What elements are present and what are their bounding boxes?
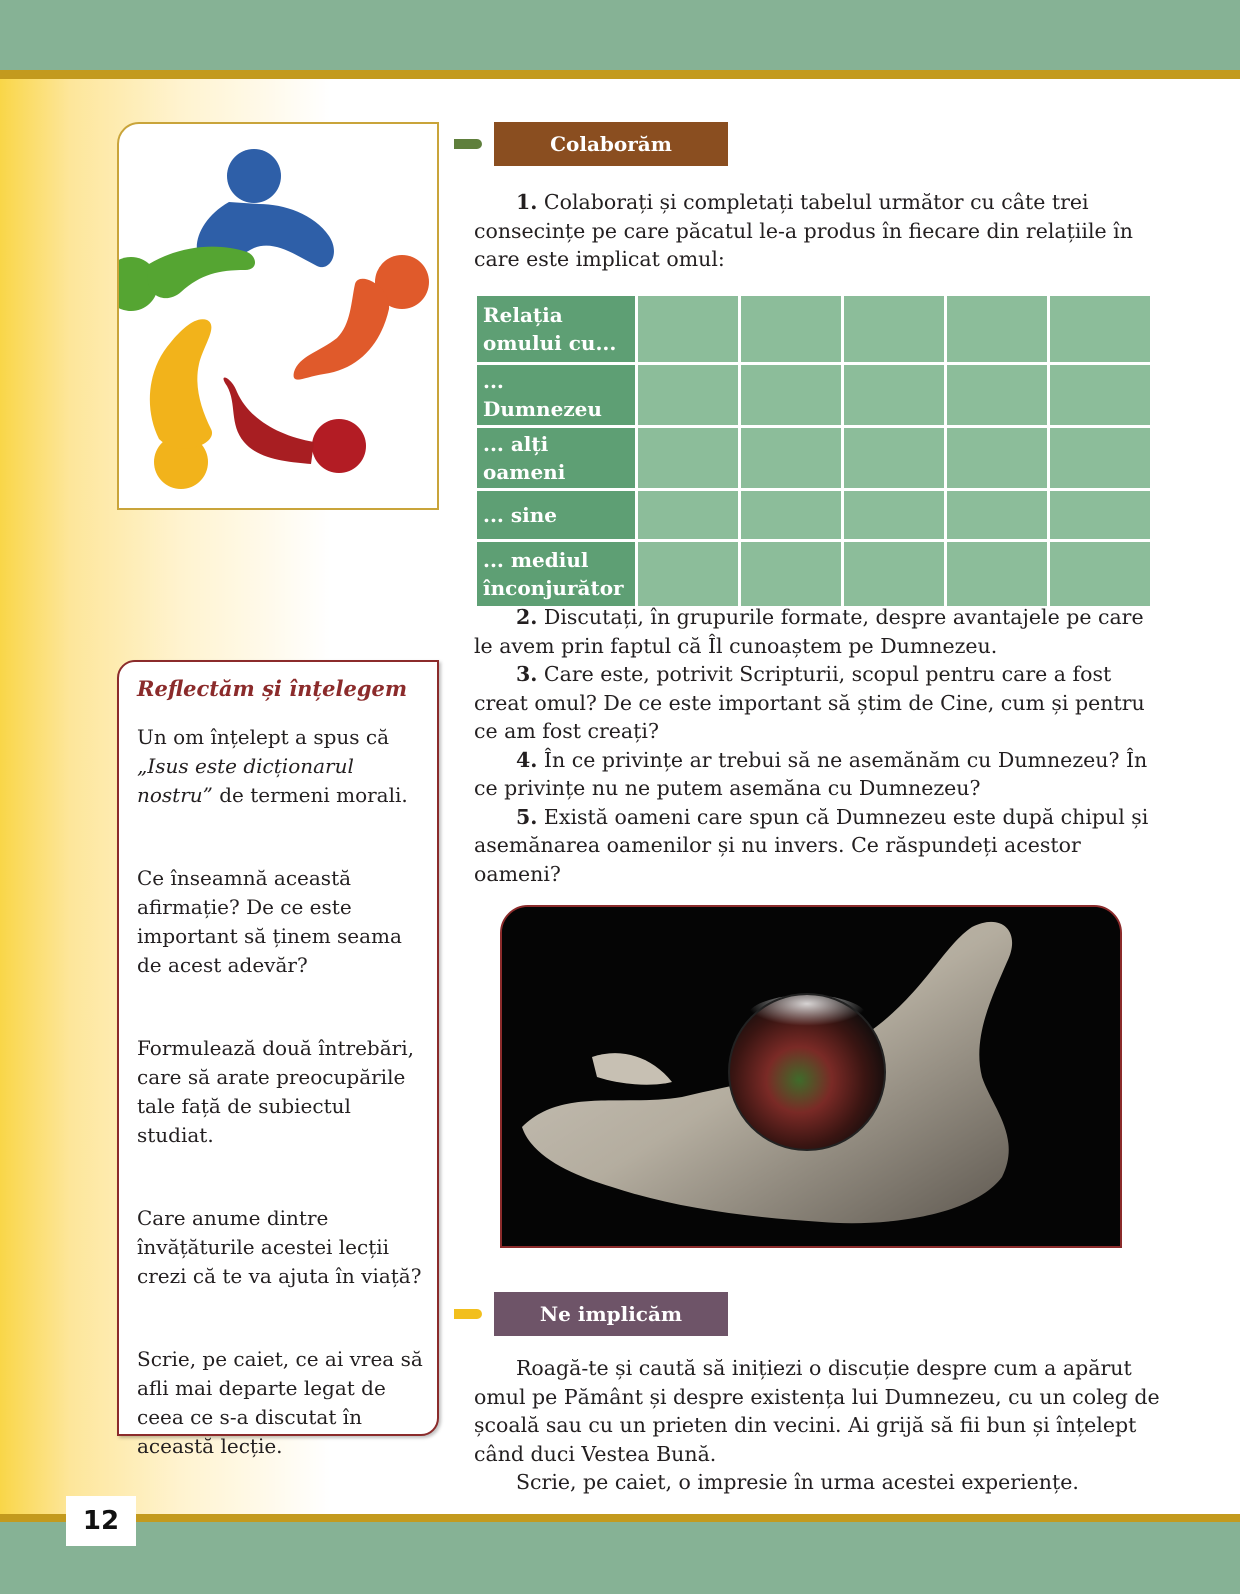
task-1-number: 1. [516,190,538,214]
task-1 [474,188,1162,274]
table-cell[interactable] [741,428,841,488]
question-5 [474,803,1162,889]
questions [474,603,1162,888]
colaboram-dot [484,141,490,147]
question-4 [474,746,1162,803]
reflect-paragraph-5: Scrie, pe caiet, ce ai vrea să afli mai departe legat de ceea ce s-a discutat în această lecție. [137,1347,423,1458]
table-cell[interactable] [1050,296,1150,362]
bottom-rule [0,1514,1240,1522]
page-number: 12 [66,1496,136,1546]
table-cell[interactable] [638,296,738,362]
table-cell[interactable] [638,365,738,425]
question-3 [474,660,1162,746]
teamwork-logo-box [117,122,439,510]
table-row-label: ... mediul înconjurător [477,542,635,606]
question-2-text: Discutați, în grupurile formate, despre avantajele pe care le avem prin faptul că Îl cunoaștem pe Dumnezeu. [474,605,1144,658]
reflect-p1-start: Un om înțelept a spus că [137,725,390,749]
table-cell[interactable] [741,542,841,606]
table-row [477,491,1150,539]
reflect-paragraph-2: Ce înseamnă această afirmație? De ce este important să ținem seama de acest adevăr? [137,866,402,977]
table-row [477,365,1150,425]
colaboram-title: Colaborăm [494,122,728,166]
table-cell[interactable] [844,491,944,539]
task-1-text: Colaborați și completați tabelul următor cu câte trei consecințe pe care păcatul le-a produs în fiecare din relațiile în care este implicat omul: [474,190,1133,271]
table-cell[interactable] [638,491,738,539]
table-row-label: ... alți oameni [477,428,635,488]
table-row [477,296,1150,362]
reflect-title: Reflectăm și înțelegem [137,676,408,701]
implicam-header [454,1292,728,1336]
table-cell[interactable] [844,365,944,425]
implicam-paragraph-1: Roagă-te și caută să inițiezi o discuție despre cum a apărut omul pe Pământ și despre existența lui Dumnezeu, cu un coleg de școală sau cu un prieten din vecini. Ai grijă să fii bun și înțelept când duci Vestea Bună. [474,1356,1160,1466]
top-rule [0,70,1240,79]
table-row-label: Relația omului cu... [477,296,635,362]
implicam-dot [484,1311,490,1317]
reflect-paragraph-1 [137,723,423,810]
reflect-paragraph-3: Formulează două întrebări, care să arate preocupările tale față de subiectul studiat. [137,1036,414,1147]
question-2-number: 2. [516,605,538,629]
table-cell[interactable] [741,296,841,362]
question-2 [474,603,1162,660]
table-cell[interactable] [844,542,944,606]
table-cell[interactable] [1050,542,1150,606]
table-cell[interactable] [638,428,738,488]
question-3-text: Care este, potrivit Scripturii, scopul pentru care a fost creat omul? De ce este important să știm de Cine, cum și pentru ce am fost creați? [474,662,1145,743]
hand-holding-glass-sphere-photo [500,905,1122,1248]
reflect-p1-end: de termeni morali. [212,783,408,807]
reflect-box [117,660,439,1458]
table-row-label: ... Dumnezeu [477,365,635,425]
table-cell[interactable] [947,296,1047,362]
table-cell[interactable] [741,491,841,539]
table-row [477,428,1150,488]
table-cell[interactable] [947,491,1047,539]
implicam-title: Ne implicăm [494,1292,728,1336]
hand-sphere-illustration [502,907,1120,1246]
table-cell[interactable] [1050,365,1150,425]
top-band [0,0,1240,70]
table-row-label: ... sine [477,491,635,539]
bottom-band [0,1522,1240,1594]
table-cell[interactable] [741,365,841,425]
colaboram-tab [454,139,482,149]
table-cell[interactable] [947,428,1047,488]
question-4-text: În ce privințe ar trebui să ne asemănăm cu Dumnezeu? În ce privințe nu ne putem asemăna cu Dumnezeu? [474,747,1148,800]
question-3-number: 3. [516,662,538,686]
question-4-number: 4. [516,747,538,772]
table-cell[interactable] [844,428,944,488]
implicam-paragraph-2: Scrie, pe caiet, o impresie în urma acestei experiențe. [516,1470,1079,1494]
table-cell[interactable] [947,542,1047,606]
question-5-number: 5. [516,804,538,829]
table-cell[interactable] [638,542,738,606]
reflect-paragraph-4: Care anume dintre învățăturile acestei lecții crezi că te va ajuta în viață? [137,1206,422,1288]
table-cell[interactable] [844,296,944,362]
table-cell[interactable] [947,365,1047,425]
implicam-tab [454,1309,482,1319]
relations-table [474,293,1153,609]
reflect-p1-quote: „Isus este dicționarul nostru” [137,754,354,807]
table-row [477,542,1150,606]
colaboram-header [454,122,728,166]
implicam-text [474,1354,1162,1497]
teamwork-circle-figures-icon [119,124,437,508]
table-cell[interactable] [1050,491,1150,539]
table-cell[interactable] [1050,428,1150,488]
question-5-text: Există oameni care spun că Dumnezeu este după chipul și asemănarea oamenilor și nu invers. Ce răspundeți acestor oameni? [474,804,1149,886]
